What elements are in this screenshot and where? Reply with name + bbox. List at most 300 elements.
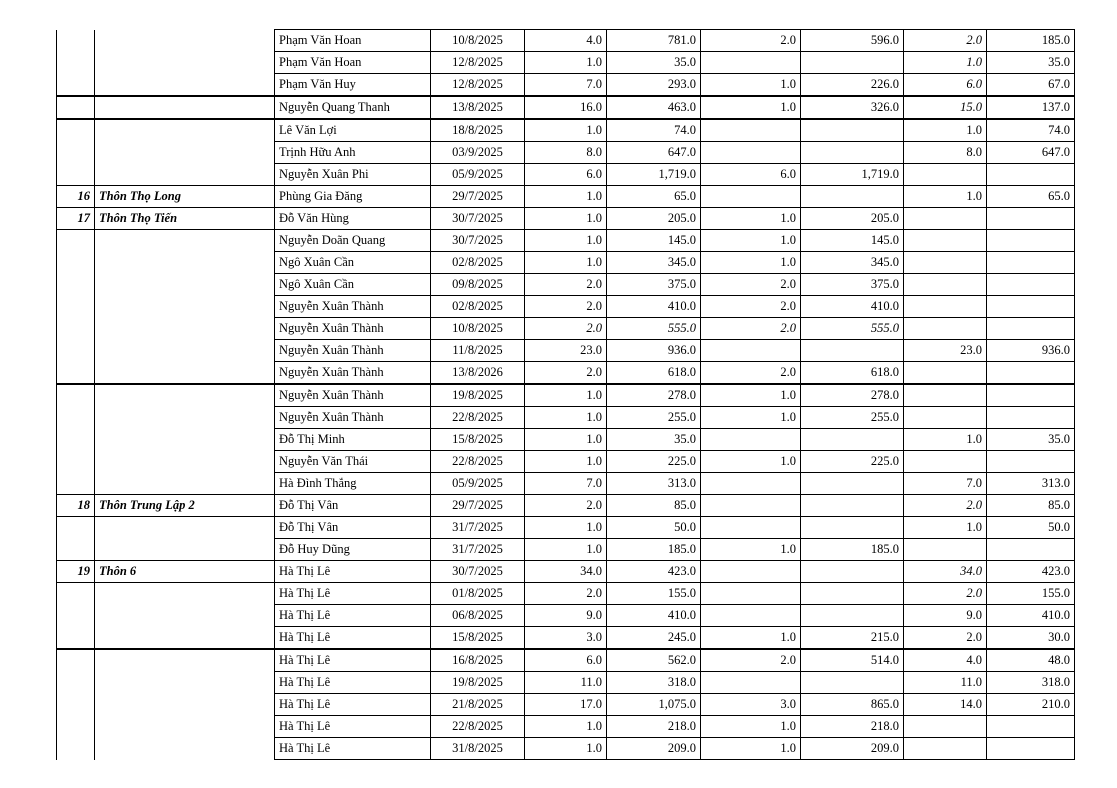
qty-paid-cell: 1.0	[701, 539, 801, 561]
date-cell: 02/8/2025	[431, 296, 525, 318]
amount-remaining-cell: 410.0	[987, 605, 1075, 627]
amount-paid-cell: 410.0	[801, 296, 904, 318]
table-row	[57, 672, 1075, 694]
stt-cell	[57, 252, 95, 274]
name-cell: Hà Thị Lê	[275, 672, 431, 694]
table-row	[57, 52, 1075, 74]
qty-remaining-cell	[904, 208, 987, 230]
amount-paid-cell: 375.0	[801, 274, 904, 296]
amount-total-cell: 562.0	[607, 649, 701, 672]
amount-total-cell: 205.0	[607, 208, 701, 230]
amount-paid-cell: 185.0	[801, 539, 904, 561]
table-row	[57, 230, 1075, 252]
amount-paid-cell: 205.0	[801, 208, 904, 230]
stt-cell	[57, 96, 95, 119]
stt-cell	[57, 649, 95, 672]
table-row	[57, 119, 1075, 142]
amount-paid-cell: 514.0	[801, 649, 904, 672]
qty-paid-cell: 2.0	[701, 318, 801, 340]
amount-remaining-cell: 185.0	[987, 30, 1075, 52]
amount-remaining-cell	[987, 362, 1075, 385]
name-cell: Nguyễn Xuân Thành	[275, 362, 431, 385]
amount-remaining-cell: 313.0	[987, 473, 1075, 495]
table-row	[57, 583, 1075, 605]
stt-cell	[57, 164, 95, 186]
date-cell: 13/8/2025	[431, 96, 525, 119]
qty-remaining-cell: 23.0	[904, 340, 987, 362]
qty-paid-cell	[701, 473, 801, 495]
qty-remaining-cell	[904, 407, 987, 429]
qty-remaining-cell: 6.0	[904, 74, 987, 97]
location-cell	[95, 605, 275, 627]
amount-paid-cell: 209.0	[801, 738, 904, 760]
qty-total-cell: 16.0	[525, 96, 607, 119]
name-cell: Đỗ Thị Vân	[275, 495, 431, 517]
amount-total-cell: 145.0	[607, 230, 701, 252]
qty-paid-cell: 2.0	[701, 30, 801, 52]
qty-total-cell: 2.0	[525, 318, 607, 340]
qty-total-cell: 1.0	[525, 230, 607, 252]
qty-remaining-cell: 34.0	[904, 561, 987, 583]
amount-paid-cell: 278.0	[801, 384, 904, 407]
amount-paid-cell: 618.0	[801, 362, 904, 385]
amount-paid-cell	[801, 473, 904, 495]
name-cell: Hà Thị Lê	[275, 583, 431, 605]
amount-total-cell: 1,075.0	[607, 694, 701, 716]
amount-total-cell: 185.0	[607, 539, 701, 561]
location-cell	[95, 407, 275, 429]
stt-cell	[57, 451, 95, 473]
qty-total-cell: 7.0	[525, 473, 607, 495]
name-cell: Hà Thị Lê	[275, 649, 431, 672]
qty-paid-cell	[701, 340, 801, 362]
qty-paid-cell: 1.0	[701, 230, 801, 252]
qty-paid-cell: 1.0	[701, 627, 801, 650]
qty-total-cell: 1.0	[525, 52, 607, 74]
stt-cell	[57, 429, 95, 451]
location-cell	[95, 583, 275, 605]
name-cell: Hà Thị Lê	[275, 694, 431, 716]
amount-total-cell: 218.0	[607, 716, 701, 738]
location-cell: Thôn Thọ Tiến	[95, 208, 275, 230]
qty-paid-cell	[701, 495, 801, 517]
qty-total-cell: 7.0	[525, 74, 607, 97]
name-cell: Nguyễn Xuân Thành	[275, 340, 431, 362]
amount-remaining-cell	[987, 296, 1075, 318]
amount-paid-cell: 345.0	[801, 252, 904, 274]
amount-remaining-cell: 423.0	[987, 561, 1075, 583]
qty-paid-cell	[701, 517, 801, 539]
stt-cell: 18	[57, 495, 95, 517]
qty-paid-cell: 2.0	[701, 296, 801, 318]
amount-total-cell: 647.0	[607, 142, 701, 164]
qty-remaining-cell	[904, 451, 987, 473]
qty-total-cell: 6.0	[525, 164, 607, 186]
stt-cell	[57, 296, 95, 318]
amount-remaining-cell: 155.0	[987, 583, 1075, 605]
date-cell: 02/8/2025	[431, 252, 525, 274]
qty-remaining-cell: 2.0	[904, 583, 987, 605]
qty-remaining-cell	[904, 738, 987, 760]
qty-remaining-cell: 2.0	[904, 627, 987, 650]
amount-total-cell: 936.0	[607, 340, 701, 362]
name-cell: Nguyễn Xuân Phi	[275, 164, 431, 186]
qty-remaining-cell	[904, 318, 987, 340]
stt-cell	[57, 119, 95, 142]
stt-cell	[57, 362, 95, 385]
table-row	[57, 738, 1075, 760]
table-row	[57, 407, 1075, 429]
date-cell: 22/8/2025	[431, 407, 525, 429]
table-row	[57, 561, 1075, 583]
table-row	[57, 362, 1075, 385]
qty-total-cell: 1.0	[525, 539, 607, 561]
amount-paid-cell	[801, 52, 904, 74]
amount-paid-cell	[801, 517, 904, 539]
qty-paid-cell: 1.0	[701, 716, 801, 738]
table-row	[57, 164, 1075, 186]
location-cell	[95, 517, 275, 539]
table-row	[57, 429, 1075, 451]
name-cell: Hà Thị Lê	[275, 738, 431, 760]
table-row	[57, 208, 1075, 230]
qty-total-cell: 34.0	[525, 561, 607, 583]
qty-total-cell: 1.0	[525, 252, 607, 274]
amount-total-cell: 65.0	[607, 186, 701, 208]
amount-remaining-cell	[987, 274, 1075, 296]
amount-paid-cell	[801, 495, 904, 517]
qty-total-cell: 9.0	[525, 605, 607, 627]
amount-remaining-cell	[987, 539, 1075, 561]
table-row	[57, 539, 1075, 561]
qty-total-cell: 1.0	[525, 384, 607, 407]
location-cell	[95, 119, 275, 142]
date-cell: 10/8/2025	[431, 30, 525, 52]
amount-remaining-cell	[987, 738, 1075, 760]
location-cell	[95, 627, 275, 650]
location-cell	[95, 649, 275, 672]
amount-remaining-cell	[987, 318, 1075, 340]
amount-remaining-cell: 67.0	[987, 74, 1075, 97]
name-cell: Hà Thị Lê	[275, 716, 431, 738]
date-cell: 16/8/2025	[431, 649, 525, 672]
date-cell: 15/8/2025	[431, 627, 525, 650]
amount-remaining-cell: 137.0	[987, 96, 1075, 119]
amount-remaining-cell	[987, 451, 1075, 473]
amount-paid-cell	[801, 605, 904, 627]
table-row	[57, 186, 1075, 208]
amount-total-cell: 313.0	[607, 473, 701, 495]
amount-paid-cell: 1,719.0	[801, 164, 904, 186]
amount-total-cell: 245.0	[607, 627, 701, 650]
table-row	[57, 340, 1075, 362]
qty-paid-cell: 2.0	[701, 274, 801, 296]
qty-total-cell: 1.0	[525, 517, 607, 539]
table-row	[57, 694, 1075, 716]
date-cell: 30/7/2025	[431, 208, 525, 230]
amount-remaining-cell: 50.0	[987, 517, 1075, 539]
date-cell: 01/8/2025	[431, 583, 525, 605]
qty-remaining-cell	[904, 296, 987, 318]
location-cell	[95, 74, 275, 97]
amount-paid-cell	[801, 583, 904, 605]
amount-total-cell: 423.0	[607, 561, 701, 583]
stt-cell	[57, 627, 95, 650]
amount-total-cell: 50.0	[607, 517, 701, 539]
amount-total-cell: 155.0	[607, 583, 701, 605]
location-cell: Thôn Thọ Long	[95, 186, 275, 208]
qty-total-cell: 2.0	[525, 274, 607, 296]
location-cell	[95, 52, 275, 74]
name-cell: Nguyễn Xuân Thành	[275, 407, 431, 429]
qty-paid-cell	[701, 142, 801, 164]
amount-total-cell: 209.0	[607, 738, 701, 760]
date-cell: 19/8/2025	[431, 672, 525, 694]
qty-remaining-cell	[904, 164, 987, 186]
name-cell: Đỗ Thị Vân	[275, 517, 431, 539]
location-cell	[95, 318, 275, 340]
qty-remaining-cell: 8.0	[904, 142, 987, 164]
name-cell: Trịnh Hữu Anh	[275, 142, 431, 164]
amount-remaining-cell	[987, 252, 1075, 274]
amount-paid-cell: 145.0	[801, 230, 904, 252]
amount-remaining-cell	[987, 716, 1075, 738]
qty-remaining-cell: 1.0	[904, 429, 987, 451]
qty-remaining-cell	[904, 384, 987, 407]
date-cell: 30/7/2025	[431, 230, 525, 252]
name-cell: Đỗ Văn Hùng	[275, 208, 431, 230]
qty-remaining-cell: 1.0	[904, 52, 987, 74]
amount-paid-cell: 555.0	[801, 318, 904, 340]
stt-cell	[57, 716, 95, 738]
amount-total-cell: 278.0	[607, 384, 701, 407]
qty-paid-cell	[701, 119, 801, 142]
date-cell: 29/7/2025	[431, 186, 525, 208]
data-table	[56, 29, 1075, 760]
amount-paid-cell	[801, 429, 904, 451]
stt-cell: 16	[57, 186, 95, 208]
qty-total-cell: 1.0	[525, 407, 607, 429]
amount-paid-cell: 865.0	[801, 694, 904, 716]
name-cell: Hà Đình Thắng	[275, 473, 431, 495]
qty-remaining-cell: 4.0	[904, 649, 987, 672]
date-cell: 19/8/2025	[431, 384, 525, 407]
amount-remaining-cell: 647.0	[987, 142, 1075, 164]
table-row	[57, 318, 1075, 340]
amount-paid-cell: 215.0	[801, 627, 904, 650]
date-cell: 12/8/2025	[431, 52, 525, 74]
amount-total-cell: 85.0	[607, 495, 701, 517]
table-row	[57, 716, 1075, 738]
stt-cell	[57, 30, 95, 52]
table-body	[57, 30, 1075, 760]
amount-remaining-cell	[987, 164, 1075, 186]
stt-cell: 19	[57, 561, 95, 583]
amount-remaining-cell	[987, 384, 1075, 407]
table-row	[57, 252, 1075, 274]
stt-cell	[57, 517, 95, 539]
name-cell: Phùng Gia Đăng	[275, 186, 431, 208]
date-cell: 05/9/2025	[431, 164, 525, 186]
qty-total-cell: 4.0	[525, 30, 607, 52]
qty-paid-cell	[701, 186, 801, 208]
stt-cell	[57, 52, 95, 74]
name-cell: Nguyễn Doãn Quang	[275, 230, 431, 252]
amount-total-cell: 375.0	[607, 274, 701, 296]
table-row	[57, 649, 1075, 672]
qty-remaining-cell: 9.0	[904, 605, 987, 627]
qty-paid-cell	[701, 583, 801, 605]
qty-remaining-cell: 1.0	[904, 119, 987, 142]
date-cell: 13/8/2026	[431, 362, 525, 385]
name-cell: Nguyễn Xuân Thành	[275, 318, 431, 340]
location-cell	[95, 252, 275, 274]
amount-remaining-cell: 65.0	[987, 186, 1075, 208]
qty-total-cell: 2.0	[525, 583, 607, 605]
amount-paid-cell: 226.0	[801, 74, 904, 97]
qty-paid-cell: 1.0	[701, 451, 801, 473]
qty-total-cell: 1.0	[525, 738, 607, 760]
amount-paid-cell: 596.0	[801, 30, 904, 52]
qty-remaining-cell: 15.0	[904, 96, 987, 119]
name-cell: Phạm Văn Hoan	[275, 30, 431, 52]
location-cell: Thôn Trung Lập 2	[95, 495, 275, 517]
amount-paid-cell	[801, 186, 904, 208]
stt-cell	[57, 539, 95, 561]
location-cell	[95, 164, 275, 186]
stt-cell	[57, 605, 95, 627]
name-cell: Đỗ Thị Minh	[275, 429, 431, 451]
amount-total-cell: 781.0	[607, 30, 701, 52]
stt-cell	[57, 274, 95, 296]
amount-remaining-cell: 30.0	[987, 627, 1075, 650]
date-cell: 31/8/2025	[431, 738, 525, 760]
amount-paid-cell: 218.0	[801, 716, 904, 738]
qty-remaining-cell: 7.0	[904, 473, 987, 495]
qty-remaining-cell	[904, 230, 987, 252]
location-cell	[95, 340, 275, 362]
qty-paid-cell	[701, 672, 801, 694]
qty-paid-cell: 1.0	[701, 407, 801, 429]
location-cell	[95, 384, 275, 407]
stt-cell	[57, 407, 95, 429]
amount-remaining-cell: 74.0	[987, 119, 1075, 142]
qty-total-cell: 17.0	[525, 694, 607, 716]
qty-remaining-cell	[904, 252, 987, 274]
table-row	[57, 142, 1075, 164]
qty-paid-cell: 1.0	[701, 96, 801, 119]
stt-cell	[57, 384, 95, 407]
qty-total-cell: 1.0	[525, 208, 607, 230]
table-row	[57, 30, 1075, 52]
location-cell	[95, 451, 275, 473]
qty-remaining-cell: 1.0	[904, 186, 987, 208]
qty-paid-cell: 6.0	[701, 164, 801, 186]
table-row	[57, 74, 1075, 97]
date-cell: 12/8/2025	[431, 74, 525, 97]
amount-paid-cell	[801, 119, 904, 142]
amount-paid-cell	[801, 672, 904, 694]
qty-remaining-cell: 1.0	[904, 517, 987, 539]
location-cell	[95, 473, 275, 495]
qty-total-cell: 1.0	[525, 716, 607, 738]
name-cell: Nguyễn Xuân Thành	[275, 384, 431, 407]
name-cell: Phạm Văn Hoan	[275, 52, 431, 74]
amount-total-cell: 555.0	[607, 318, 701, 340]
amount-total-cell: 318.0	[607, 672, 701, 694]
amount-remaining-cell	[987, 208, 1075, 230]
qty-paid-cell	[701, 52, 801, 74]
qty-paid-cell: 2.0	[701, 649, 801, 672]
qty-total-cell: 1.0	[525, 119, 607, 142]
qty-remaining-cell: 11.0	[904, 672, 987, 694]
date-cell: 06/8/2025	[431, 605, 525, 627]
amount-paid-cell	[801, 142, 904, 164]
date-cell: 15/8/2025	[431, 429, 525, 451]
date-cell: 31/7/2025	[431, 539, 525, 561]
amount-total-cell: 410.0	[607, 605, 701, 627]
qty-total-cell: 1.0	[525, 429, 607, 451]
table-row	[57, 605, 1075, 627]
location-cell	[95, 429, 275, 451]
location-cell	[95, 362, 275, 385]
amount-paid-cell: 255.0	[801, 407, 904, 429]
location-cell	[95, 30, 275, 52]
date-cell: 31/7/2025	[431, 517, 525, 539]
stt-cell	[57, 694, 95, 716]
table-row	[57, 274, 1075, 296]
amount-paid-cell: 326.0	[801, 96, 904, 119]
qty-remaining-cell: 14.0	[904, 694, 987, 716]
amount-total-cell: 35.0	[607, 52, 701, 74]
amount-total-cell: 74.0	[607, 119, 701, 142]
stt-cell	[57, 142, 95, 164]
qty-paid-cell: 3.0	[701, 694, 801, 716]
amount-paid-cell	[801, 340, 904, 362]
amount-total-cell: 345.0	[607, 252, 701, 274]
location-cell	[95, 230, 275, 252]
location-cell	[95, 694, 275, 716]
amount-paid-cell	[801, 561, 904, 583]
name-cell: Hà Thị Lê	[275, 627, 431, 650]
amount-remaining-cell	[987, 407, 1075, 429]
table-row	[57, 451, 1075, 473]
qty-total-cell: 1.0	[525, 451, 607, 473]
qty-total-cell: 8.0	[525, 142, 607, 164]
stt-cell	[57, 230, 95, 252]
amount-paid-cell: 225.0	[801, 451, 904, 473]
qty-total-cell: 2.0	[525, 296, 607, 318]
name-cell: Nguyễn Quang Thanh	[275, 96, 431, 119]
name-cell: Ngô Xuân Cần	[275, 252, 431, 274]
amount-total-cell: 618.0	[607, 362, 701, 385]
stt-cell	[57, 583, 95, 605]
location-cell	[95, 716, 275, 738]
table-row	[57, 384, 1075, 407]
amount-total-cell: 255.0	[607, 407, 701, 429]
qty-paid-cell	[701, 605, 801, 627]
date-cell: 30/7/2025	[431, 561, 525, 583]
qty-paid-cell: 1.0	[701, 74, 801, 97]
date-cell: 05/9/2025	[431, 473, 525, 495]
table-row	[57, 96, 1075, 119]
name-cell: Đỗ Huy Dũng	[275, 539, 431, 561]
amount-total-cell: 293.0	[607, 74, 701, 97]
stt-cell	[57, 738, 95, 760]
qty-paid-cell: 1.0	[701, 384, 801, 407]
name-cell: Ngô Xuân Cần	[275, 274, 431, 296]
qty-paid-cell: 2.0	[701, 362, 801, 385]
